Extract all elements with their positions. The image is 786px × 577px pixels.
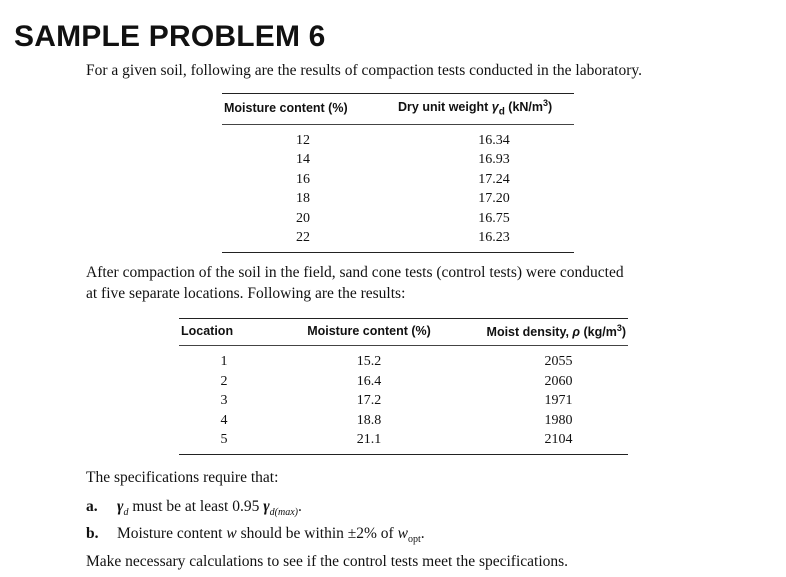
list-marker: b. [86,525,99,543]
location-cell: 5 [179,430,269,454]
final-instruction: Make necessary calculations to see if the control tests meet the specifications. [86,553,569,570]
table-row [222,150,574,170]
moisture-cell: 20 [296,210,310,226]
moist-density-header: Moist density, ρ $(kg/m^3)$ [469,319,628,346]
table-row [222,189,574,209]
field-test-table [179,318,628,455]
density-cell: 1980 [544,412,573,428]
field-moisture-cell: 18.8 [356,412,382,428]
location-cell: 3 [220,393,228,409]
moisture-cell: 12 [296,132,310,148]
requirement-b: b. Moisture content w should be within ±2% of $w_{opt}$. [86,525,425,546]
moisture-cell: 18 [296,191,310,207]
location-cell: 2 [220,373,228,389]
field-moisture-cell: 16.4 [356,373,382,389]
table-row [179,372,628,392]
density-cell: 2055 [544,354,573,370]
table-row [222,124,574,150]
location-header: Location [179,319,269,346]
table-row [179,411,628,431]
table-row [179,346,628,372]
field-moisture-cell: 15.2 [356,354,382,370]
dry-unit-weight-cell: 16.93 [478,152,510,168]
moisture-cell: 22 [222,228,384,252]
list-marker: a. [86,498,98,515]
density-cell: 1971 [544,393,573,409]
page-title: SAMPLE PROBLEM 6 [14,20,326,53]
intro-paragraph: For a given soil, following are the results of compaction tests conducted in the laboratory. [86,62,642,79]
dry-unit-weight-header: Dry unit weight $\gamma_d$ $(kN/m^3)$ [384,94,574,125]
density-cell: 2060 [544,373,573,389]
table-row [222,170,574,190]
moisture-content-header: Moisture content (%) [222,94,384,125]
field-moisture-header: Moisture content (%) [269,319,469,346]
location-cell: 1 [220,354,228,370]
dry-unit-weight-cell: 17.20 [478,191,510,207]
location-cell: 4 [220,412,228,428]
field-intro-paragraph: After compaction of the soil in the field, sand cone tests (control tests) were conducted at five separate locations. Following are the results: [86,264,624,302]
field-moisture-cell: 21.1 [269,430,469,454]
table-row [179,430,628,454]
density-cell: 2104 [469,430,628,454]
requirements-list [86,496,425,550]
dry-unit-weight-cell: 16.75 [478,210,510,226]
requirement-a: a. $\gamma_d$ must be at least 0.95 $\gamma_{d(max)}$. [86,498,302,519]
table-row [222,228,574,252]
field-moisture-cell: 17.2 [356,393,382,409]
moisture-cell: 14 [296,152,310,168]
dry-unit-weight-cell: 16.23 [384,228,574,252]
table-row [222,209,574,229]
moisture-cell: 16 [296,171,310,187]
dry-unit-weight-cell: 17.24 [478,171,510,187]
dry-unit-weight-cell: 16.34 [478,132,510,148]
table-row [179,391,628,411]
specifications-intro: The specifications require that: [86,469,279,486]
lab-compaction-table [222,93,574,253]
